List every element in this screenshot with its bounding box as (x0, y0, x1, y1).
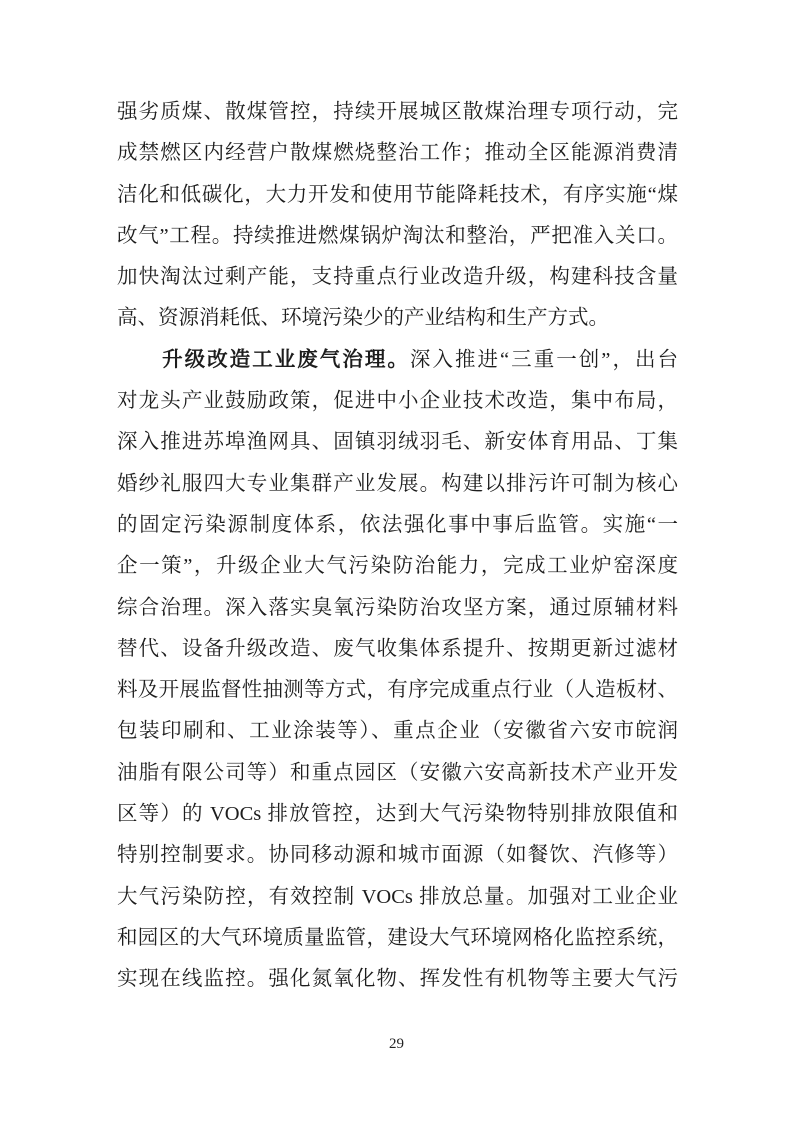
text-run: 包装印刷和、工业涂装等）、重点企业（安徽省六安市皖润 (117, 720, 678, 743)
text-line (117, 546, 678, 587)
text-run: 深入推进“三重一创”，出台 (409, 348, 679, 371)
text-run: 改气”工程。持续推进燃煤锅炉淘汰和整治，严把准入关口。 (117, 224, 678, 247)
text-line (117, 340, 678, 381)
text-line (117, 835, 678, 876)
text-line (117, 422, 678, 463)
text-line (117, 175, 678, 216)
text-run: 强劣质煤、散煤管控，持续开展城区散煤治理专项行动，完 (117, 101, 678, 123)
text-run: 油脂有限公司等）和重点园区（安徽六安高新技术产业开发 (117, 761, 678, 784)
text-run: 成禁燃区内经营户散煤燃烧整治工作；推动全区能源消费清 (117, 142, 678, 165)
text-line (117, 588, 678, 629)
text-run: 实现在线监控。强化氮氧化物、挥发性有机物等主要大气污 (117, 968, 678, 991)
text-run: 企一策”，升级企业大气污染防治能力，完成工业炉窑深度 (117, 555, 678, 578)
text-run: 的固定污染源制度体系，依法强化事中事后监管。实施“一 (117, 513, 678, 536)
text-line (117, 711, 678, 752)
text-run: 婚纱礼服四大专业集群产业发展。构建以排污许可制为核心 (117, 472, 678, 495)
text-line (117, 257, 678, 298)
text-run: 料及开展监督性抽测等方式，有序完成重点行业（人造板材、 (117, 679, 678, 702)
text-run: 加快淘汰过剩产能，支持重点行业改造升级，构建科技含量 (117, 266, 678, 289)
text-run: 大气污染防控，有效控制 VOCs 排放总量。加强对工业企业 (117, 885, 678, 908)
text-line (117, 216, 678, 257)
text-line (117, 877, 678, 918)
text-line (117, 753, 678, 794)
text-run: 区等）的 VOCs 排放管控，达到大气污染物特别排放限值和 (117, 803, 678, 826)
text-run: 对龙头产业鼓励政策，促进中小企业技术改造，集中布局， (117, 390, 678, 413)
text-line (117, 133, 678, 174)
text-line (117, 670, 678, 711)
text-run: 替代、设备升级改造、废气收集体系提升、按期更新过滤材 (117, 637, 678, 660)
text-line (117, 381, 678, 422)
text-line (117, 629, 678, 670)
text-run: 深入推进苏埠渔网具、固镇羽绒羽毛、新安体育用品、丁集 (117, 431, 678, 454)
text-line (117, 959, 678, 1000)
text-line (117, 505, 678, 546)
text-run: 综合治理。深入落实臭氧污染防治攻坚方案，通过原辅材料 (117, 596, 678, 619)
text-line (117, 464, 678, 505)
page-number: 29 (389, 1036, 404, 1052)
text-run: 高、资源消耗低、环境污染少的产业结构和生产方式。 (117, 307, 609, 330)
text-line (117, 298, 678, 339)
text-run: 特别控制要求。协同移动源和城市面源（如餐饮、汽修等） (117, 844, 678, 867)
body-text (117, 92, 678, 1001)
text-run: 洁化和低碳化，大力开发和使用节能降耗技术，有序实施“煤 (117, 183, 678, 206)
text-line (117, 794, 678, 835)
text-line (117, 92, 678, 133)
paragraph-heading: 升级改造工业废气治理。 (117, 348, 410, 371)
text-run: 和园区的大气环境质量监管，建设大气环境网格化监控系统， (117, 926, 678, 949)
text-line (117, 918, 678, 959)
